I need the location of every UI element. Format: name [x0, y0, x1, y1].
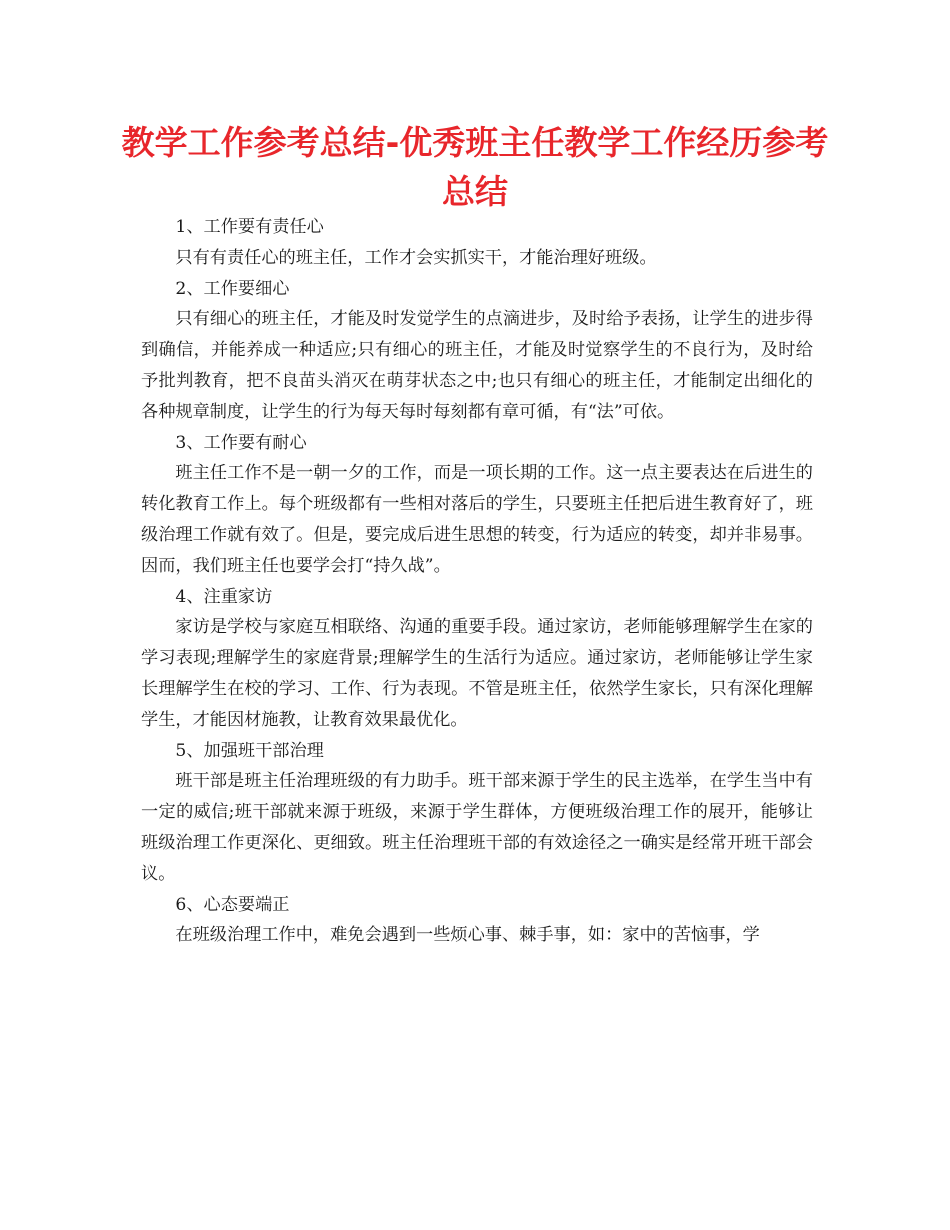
section-heading: 1、工作要有责任心: [175, 217, 324, 237]
body-paragraph: 在班级治理工作中，难免会遇到一些烦心事、棘手事，如：家中的苦恼事，学: [175, 925, 760, 946]
body-paragraph: 班干部是班主任治理班级的有力助手。班干部来源于学生的民主选举，在学生当中有一定的威信;班干部就来源于班级，来源于学生群体，方便班级治理工作的展开，能够让班级治理工作更深化、更细致。班主任治理班干部的有效途径之一确实是经常开班干部会议。: [141, 771, 813, 884]
body-paragraph: 班主任工作不是一朝一夕的工作，而是一项长期的工作。这一点主要表达在后进生的转化教育工作上。每个班级都有一些相对落后的学生，只要班主任把后进生教育好了，班级治理工作就有效了。但是，要完成后进生思想的转变，行为适应的转变，却并非易事。因而，我们班主任也要学会打“持久战”。: [141, 463, 813, 576]
section-heading: 3、工作要有耐心: [175, 432, 307, 453]
section-heading: 4、注重家访: [175, 586, 273, 607]
body-paragraph: 只有有责任心的班主任，工作才会实抓实干，才能治理好班级。: [175, 247, 657, 268]
document-title: 教学工作参考总结-优秀班主任教学工作经历参考总结: [121, 123, 829, 211]
section-heading: 6、心态要端正: [175, 894, 290, 915]
body-paragraph: 家访是学校与家庭互相联络、沟通的重要手段。通过家访，老师能够理解学生在家的学习表现;理解学生的家庭背景;理解学生的生活行为适应。通过家访，老师能够让学生家长理解学生在校的学习、工作、行为表现。不管是班主任，依然学生家长，只有深化理解学生，才能因材施教，让教育效果最优化。: [141, 617, 813, 730]
section-heading: 2、工作要细心: [175, 278, 290, 299]
section-heading: 5、加强班干部治理: [175, 740, 324, 761]
body-paragraph: 只有细心的班主任，才能及时发觉学生的点滴进步，及时给予表扬，让学生的进步得到确信，并能养成一种适应;只有细心的班主任，才能及时觉察学生的不良行为，及时给予批判教育，把不良苗头消灭在萌芽状态之中;也只有细心的班主任，才能制定出细化的各种规章制度，让学生的行为每天每时每刻都有章可循，有“法”可依。: [141, 309, 813, 422]
document-body: [141, 212, 813, 951]
